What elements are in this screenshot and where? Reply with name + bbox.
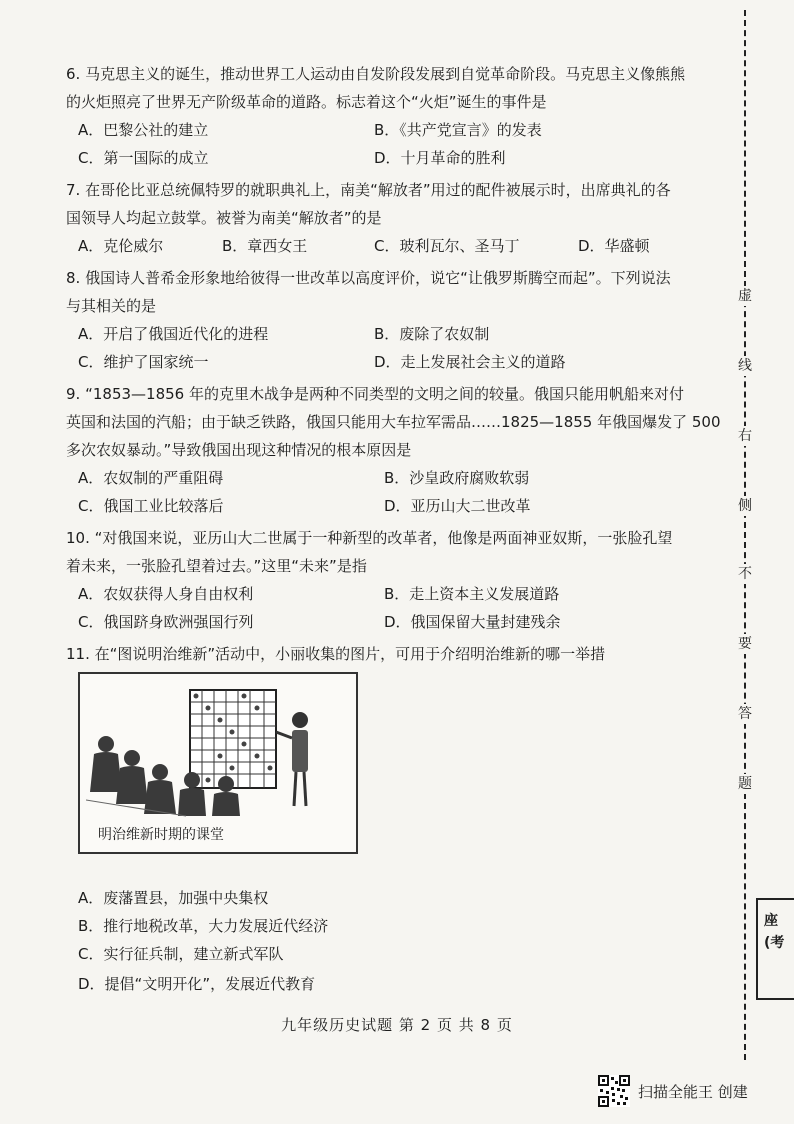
- side-notice-char: 要: [734, 634, 756, 654]
- side-notice-char: 右: [734, 426, 756, 446]
- option-d[interactable]: D．亚历山大二世改革: [384, 497, 531, 515]
- option-d[interactable]: D．华盛顿: [578, 237, 650, 255]
- question-8: [0, 264, 730, 320]
- side-notice-char: 线: [734, 356, 756, 376]
- question-number: 7.: [66, 181, 81, 199]
- option-b[interactable]: B．沙皇政府腐败软弱: [384, 469, 530, 487]
- side-notice-char: 不: [734, 564, 756, 584]
- option-c[interactable]: C．第一国际的成立: [78, 149, 209, 167]
- qr-code-icon: [598, 1075, 630, 1107]
- question-stem: 在“图说明治维新”活动中，小丽收集的图片，可用于介绍明治维新的哪一举措: [94, 645, 606, 663]
- option-a[interactable]: A．克伦威尔: [78, 237, 164, 255]
- option-c[interactable]: C．俄国跻身欧洲强国行列: [78, 613, 254, 631]
- question-10: [0, 524, 730, 580]
- question-11: [0, 640, 730, 668]
- cut-line: [744, 10, 746, 1060]
- question-stem: 在哥伦比亚总统佩特罗的就职典礼上，南美“解放者”用过的配件被展示时，出席典礼的各: [85, 181, 671, 199]
- question-stem: 俄国诗人普希金形象地给彼得一世改革以高度评价，说它“让俄罗斯腾空而起”。下列说法: [85, 269, 671, 287]
- option-b[interactable]: B．推行地税改革，大力发展近代经济: [78, 917, 329, 935]
- question-stem-cont: 国领导人均起立鼓掌。被誉为南美“解放者”的是: [66, 209, 382, 227]
- scanner-label: 扫描全能王 创建: [638, 1083, 748, 1101]
- option-a[interactable]: A．农奴制的严重阻碍: [78, 469, 224, 487]
- option-c[interactable]: C．维护了国家统一: [78, 353, 209, 371]
- classroom-figure: [78, 672, 358, 854]
- question-number: 9.: [66, 385, 81, 403]
- question-stem-cont: 多次农奴暴动。”导致俄国出现这种情况的根本原因是: [66, 441, 412, 459]
- option-b[interactable]: B．章西女王: [222, 237, 308, 255]
- question-stem: “1853—1856 年的克里木战争是两种不同类型的文明之间的较量。俄国只能用帆船来对付: [85, 385, 684, 403]
- seat-number-box: [756, 898, 794, 1000]
- seat-label: 座: [764, 913, 778, 929]
- side-notice-char: 答: [734, 704, 756, 724]
- option-a[interactable]: A．开启了俄国近代化的进程: [78, 325, 269, 343]
- option-d[interactable]: D．走上发展社会主义的道路: [374, 353, 566, 371]
- question-number: 8.: [66, 269, 81, 287]
- option-a[interactable]: A．巴黎公社的建立: [78, 121, 209, 139]
- option-c[interactable]: C．玻利瓦尔、圣马丁: [374, 237, 520, 255]
- question-number: 10.: [66, 529, 90, 547]
- side-notice-char: 侧: [734, 496, 756, 516]
- option-b[interactable]: B．《共产党宣言》的发表: [374, 121, 542, 139]
- option-b[interactable]: B．废除了农奴制: [374, 325, 490, 343]
- question-stem-cont: 着未来，一张脸孔望着过去。”这里“未来”是指: [66, 557, 367, 575]
- option-a[interactable]: A．废藩置县，加强中央集权: [78, 889, 269, 907]
- option-c[interactable]: C．俄国工业比较落后: [78, 497, 224, 515]
- question-number: 11.: [66, 645, 90, 663]
- figure-caption: 明治维新时期的课堂: [98, 827, 224, 843]
- option-c[interactable]: C．实行征兵制，建立新式军队: [78, 945, 284, 963]
- question-stem-cont: 的火炬照亮了世界无产阶级革命的道路。标志着这个“火炬”诞生的事件是: [66, 93, 547, 111]
- question-stem: 马克思主义的诞生，推动世界工人运动由自发阶段发展到自觉革命阶段。马克思主义像熊熊: [85, 65, 686, 83]
- question-stem-cont: 英国和法国的汽船；由于缺乏铁路，俄国只能用大车拉军需品……1825—1855 年俄国爆发了 500: [66, 413, 721, 431]
- option-d[interactable]: D．十月革命的胜利: [374, 149, 506, 167]
- page-footer: 九年级历史试题 第 2 页 共 8 页: [281, 1016, 513, 1034]
- option-d[interactable]: D．俄国保留大量封建残余: [384, 613, 561, 631]
- question-7: [0, 176, 730, 232]
- option-d[interactable]: D．提倡“文明开化”，发展近代教育: [78, 975, 316, 993]
- seat-label-sub: (考: [764, 935, 785, 951]
- question-stem-cont: 与其相关的是: [66, 297, 157, 315]
- option-a[interactable]: A．农奴获得人身自由权利: [78, 585, 254, 603]
- question-9: [0, 380, 730, 464]
- question-6: [0, 60, 730, 116]
- option-b[interactable]: B．走上资本主义发展道路: [384, 585, 560, 603]
- side-notice-char: 虚: [734, 286, 756, 306]
- question-number: 6.: [66, 65, 81, 83]
- question-stem: “对俄国来说，亚历山大二世属于一种新型的改革者，他像是两面神亚奴斯，一张脸孔望: [94, 529, 673, 547]
- classroom-illustration: [86, 680, 350, 818]
- side-notice-char: 题: [734, 774, 756, 794]
